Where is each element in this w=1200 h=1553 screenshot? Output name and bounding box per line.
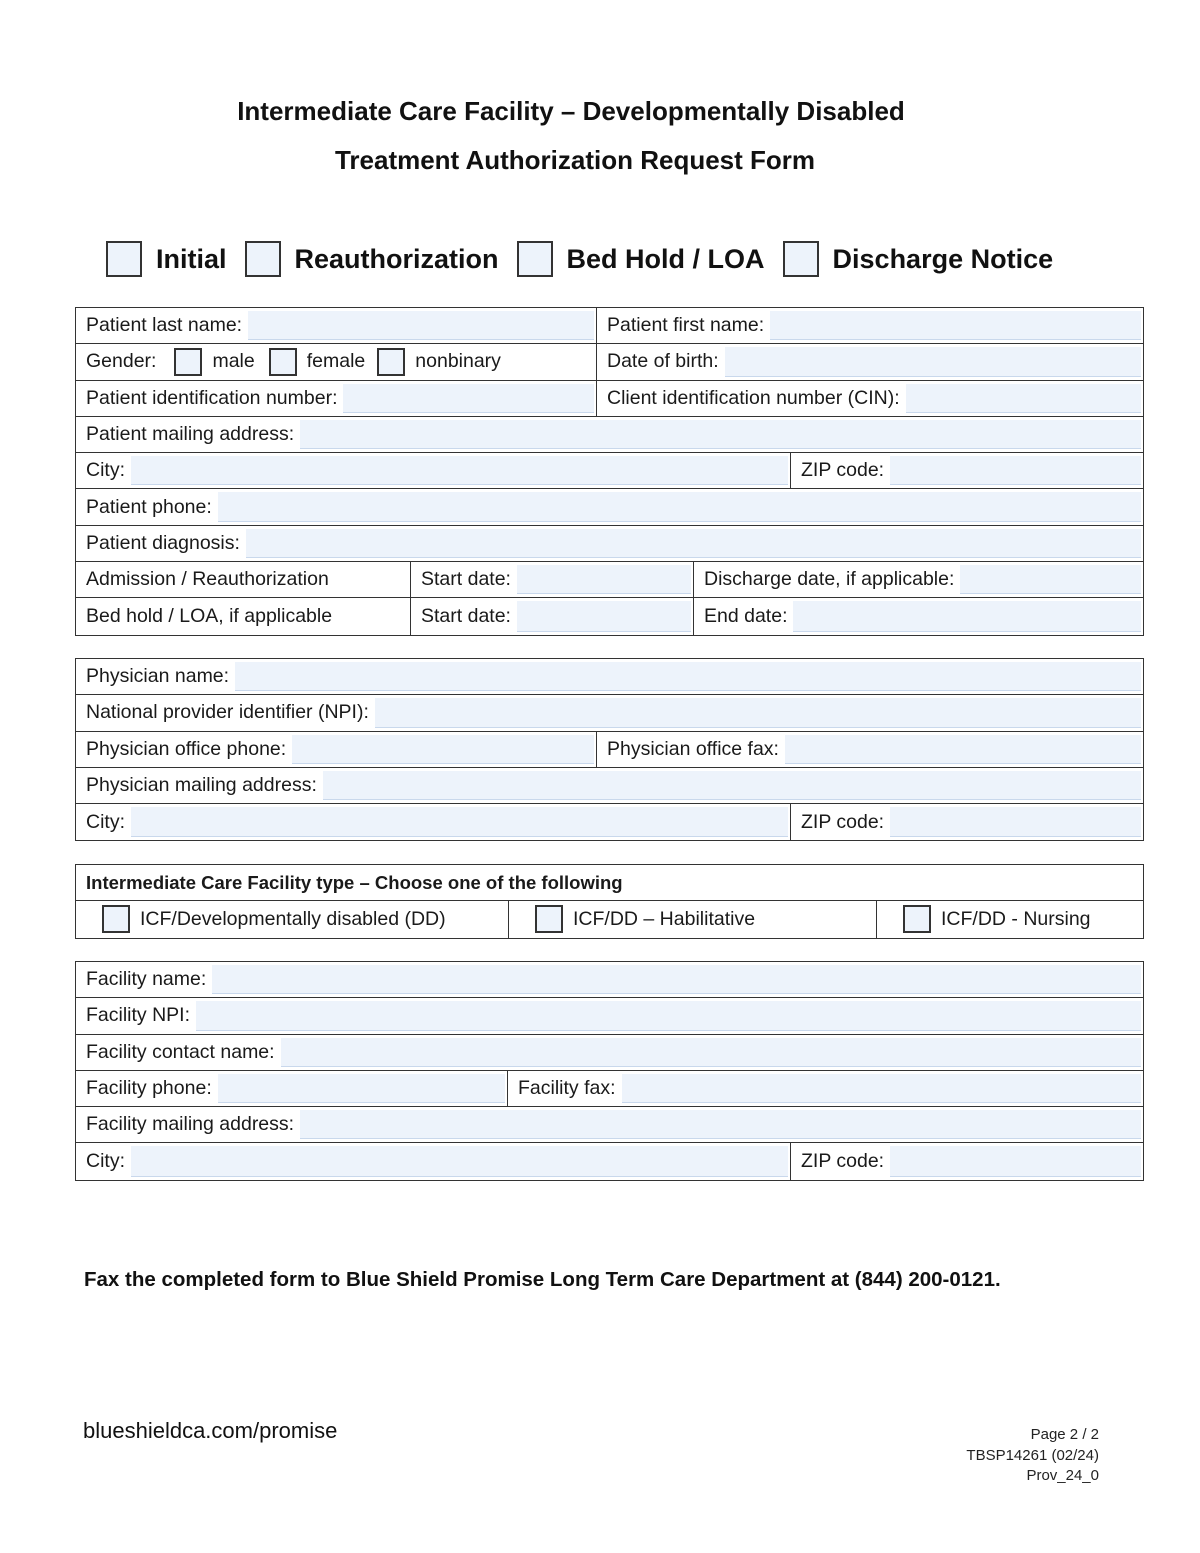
bed-hold-end-date-label: End date: — [704, 605, 788, 628]
request-type-discharge[interactable] — [783, 241, 1054, 277]
facility-type-table — [75, 864, 1144, 939]
bed-hold-end-date-input[interactable] — [793, 601, 1141, 631]
physician-city-label: City: — [86, 810, 125, 833]
patient-last-name-label: Patient last name: — [86, 314, 243, 337]
facility-npi-input[interactable] — [196, 1001, 1141, 1030]
facility-fax-label: Facility fax: — [518, 1077, 616, 1100]
bed-hold-checkbox[interactable] — [517, 241, 553, 277]
icf-dd-nursing-checkbox[interactable] — [903, 905, 931, 933]
gender-nonbinary-checkbox[interactable] — [377, 348, 405, 376]
facility-type-heading: Intermediate Care Facility type – Choose one of the following — [86, 871, 623, 893]
icf-dd-label: ICF/Developmentally disabled (DD) — [140, 907, 446, 930]
bed-hold-start-date-input[interactable] — [517, 601, 691, 631]
facility-city-label: City: — [86, 1150, 125, 1173]
physician-address-input[interactable] — [323, 771, 1141, 800]
dob-label: Date of birth: — [607, 350, 719, 373]
patient-city-label: City: — [86, 459, 125, 482]
patient-table — [75, 307, 1144, 636]
cin-label: Client identification number (CIN): — [607, 386, 900, 409]
facility-fax-input[interactable] — [622, 1074, 1141, 1103]
cin-input[interactable] — [906, 384, 1141, 413]
request-type-reauthorization[interactable] — [245, 241, 499, 277]
discharge-label: Discharge Notice — [832, 243, 1054, 274]
patient-phone-input[interactable] — [218, 492, 1141, 521]
facility-phone-input[interactable] — [218, 1074, 505, 1103]
form-version: Prov_24_0 — [1026, 1467, 1099, 1484]
reauthorization-checkbox[interactable] — [245, 241, 281, 277]
website-link[interactable]: blueshieldca.com/promise — [83, 1418, 338, 1443]
physician-table — [75, 658, 1144, 841]
icf-dd-nursing-label: ICF/DD - Nursing — [941, 907, 1091, 930]
facility-address-input[interactable] — [300, 1110, 1141, 1139]
gender-nonbinary-label: nonbinary — [415, 350, 501, 373]
page-info — [900, 1425, 1099, 1487]
patient-address-input[interactable] — [300, 420, 1141, 449]
gender-female-label: female — [306, 350, 366, 373]
facility-phone-label: Facility phone: — [86, 1077, 212, 1100]
facility-city-input[interactable] — [131, 1146, 788, 1176]
physician-name-label: Physician name: — [86, 665, 230, 688]
patient-zip-label: ZIP code: — [801, 459, 885, 482]
gender-female-checkbox[interactable] — [269, 348, 297, 376]
physician-fax-input[interactable] — [785, 735, 1141, 764]
facility-npi-label: Facility NPI: — [86, 1004, 191, 1027]
reauthorization-label: Reauthorization — [294, 243, 499, 274]
physician-name-input[interactable] — [235, 662, 1141, 691]
physician-zip-label: ZIP code: — [801, 810, 885, 833]
physician-phone-input[interactable] — [292, 735, 594, 764]
patient-first-name-input[interactable] — [770, 311, 1141, 340]
physician-npi-label: National provider identifier (NPI): — [86, 701, 369, 724]
admission-start-date-input[interactable] — [517, 565, 691, 594]
physician-phone-label: Physician office phone: — [86, 737, 287, 760]
dob-input[interactable] — [725, 347, 1141, 376]
facility-contact-input[interactable] — [281, 1038, 1141, 1067]
bed-hold-row-label: Bed hold / LOA, if applicable — [86, 605, 333, 628]
icf-dd-habilitative-checkbox[interactable] — [535, 905, 563, 933]
patient-first-name-label: Patient first name: — [607, 314, 765, 337]
page-number: Page 2 / 2 — [1030, 1426, 1099, 1443]
physician-address-label: Physician mailing address: — [86, 774, 317, 797]
facility-name-label: Facility name: — [86, 968, 207, 991]
facility-name-input[interactable] — [212, 965, 1141, 994]
bed-hold-start-date-label: Start date: — [421, 605, 511, 628]
bed-hold-label: Bed Hold / LOA — [566, 243, 765, 274]
patient-city-input[interactable] — [131, 456, 788, 485]
admission-label: Admission / Reauthorization — [86, 568, 329, 591]
patient-id-label: Patient identification number: — [86, 386, 338, 409]
physician-npi-input[interactable] — [375, 698, 1141, 727]
form-subtitle: Treatment Authorization Request Form — [334, 145, 816, 175]
form-code: TBSP14261 (02/24) — [966, 1446, 1099, 1464]
discharge-checkbox[interactable] — [783, 241, 819, 277]
physician-city-input[interactable] — [131, 807, 788, 837]
physician-zip-input[interactable] — [890, 807, 1141, 837]
facility-contact-label: Facility contact name: — [86, 1040, 275, 1063]
facility-zip-input[interactable] — [890, 1146, 1141, 1176]
patient-id-input[interactable] — [343, 384, 594, 413]
discharge-date-input[interactable] — [960, 565, 1141, 594]
gender-male-checkbox[interactable] — [174, 348, 202, 376]
form-title: Intermediate Care Facility – Developmentally Disabled — [237, 96, 905, 126]
icf-dd-habilitative-label: ICF/DD – Habilitative — [573, 907, 756, 930]
admission-start-date-label: Start date: — [421, 568, 511, 591]
gender-label: Gender: — [86, 350, 157, 373]
icf-dd-checkbox[interactable] — [102, 905, 130, 933]
patient-diagnosis-label: Patient diagnosis: — [86, 531, 240, 554]
physician-fax-label: Physician office fax: — [607, 737, 779, 760]
patient-zip-input[interactable] — [890, 456, 1141, 485]
request-type-bed-hold[interactable] — [517, 241, 765, 277]
request-type-row — [106, 238, 1071, 280]
facility-address-label: Facility mailing address: — [86, 1113, 295, 1136]
request-type-initial[interactable] — [106, 241, 227, 277]
patient-phone-label: Patient phone: — [86, 495, 212, 518]
initial-checkbox[interactable] — [106, 241, 142, 277]
patient-address-label: Patient mailing address: — [86, 423, 295, 446]
discharge-date-label: Discharge date, if applicable: — [704, 568, 955, 591]
facility-zip-label: ZIP code: — [801, 1150, 885, 1173]
gender-male-label: male — [212, 350, 255, 373]
initial-label: Initial — [156, 243, 227, 274]
fax-instructions: Fax the completed form to Blue Shield Promise Long Term Care Department at (844) 200-0121. — [84, 1268, 1001, 1291]
facility-table — [75, 961, 1144, 1181]
patient-diagnosis-input[interactable] — [246, 529, 1141, 558]
patient-last-name-input[interactable] — [248, 311, 594, 340]
